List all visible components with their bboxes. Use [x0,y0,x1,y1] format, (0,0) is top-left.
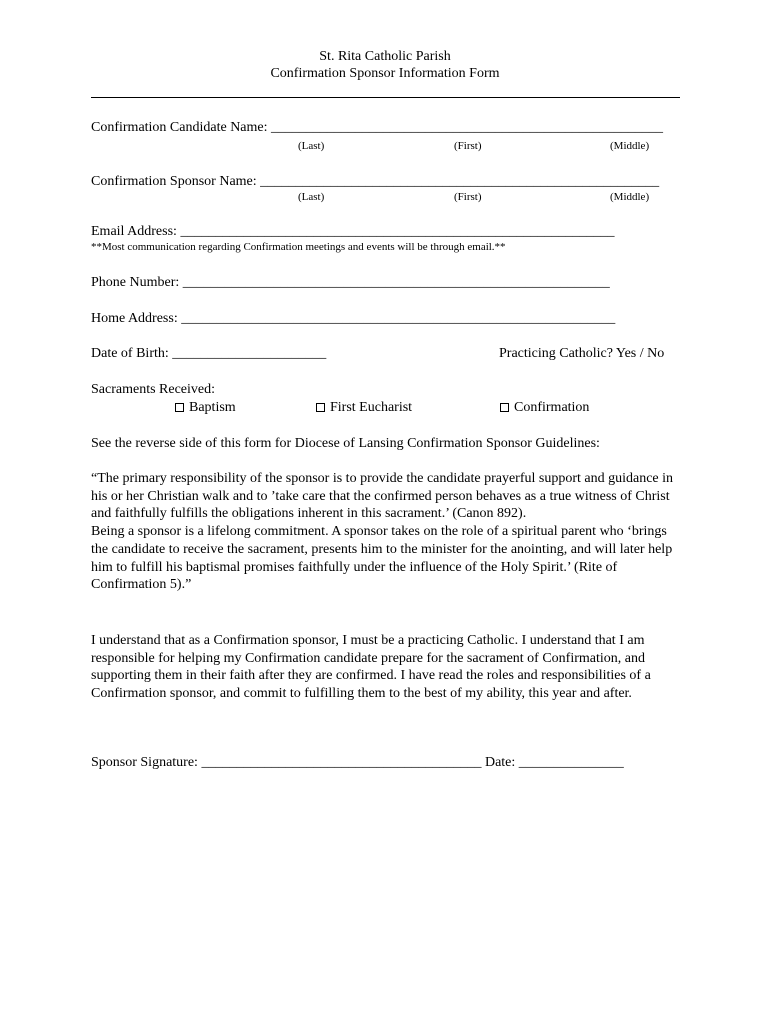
candidate-middle-caption: (Middle) [610,140,650,152]
email-field[interactable]: ______________________________________________________________ [180,224,615,239]
sponsor-middle-caption: (Middle) [610,191,650,203]
signature-field[interactable]: ________________________________________ [201,755,482,770]
baptism-checkbox[interactable] [175,403,184,412]
sponsor-name-row [91,173,659,190]
parish-name: St. Rita Catholic Parish [319,49,451,64]
sacrament-option-first-eucharist[interactable] [316,399,412,416]
dob-row [91,345,326,362]
candidate-first-caption: (First) [454,140,482,152]
reverse-side-note: See the reverse side of this form for Diocese of Lansing Confirmation Sponsor Guidelines: [91,436,600,451]
sponsor-last-caption: (Last) [298,191,325,203]
sacraments-label: Sacraments Received: [91,382,216,397]
candidate-name-row [91,119,663,136]
form-header [0,48,770,82]
date-field[interactable]: _______________ [518,755,624,770]
candidate-last-caption: (Last) [298,140,325,152]
commitment-text: I understand that as a Confirmation sponsor, I must be a practicing Catholic. I understand that I am responsible for helping my Confirmation candidate prepare for the sacrament of Confirmation, and supporting them in their faith after they are confirmed. I have read the roles and responsibilities of a Confirmation sponsor, and commit to fulfilling them to the best of my ability, this year and after. [91,633,651,702]
sponsor-first-caption: (First) [454,191,482,203]
confirmation-checkbox[interactable] [500,403,509,412]
email-label: Email Address: [91,224,177,239]
email-row [91,223,614,240]
commitment-paragraph [91,632,683,703]
quote-paragraph-2: Being a sponsor is a lifelong commitment. A sponsor takes on the role of a spiritual parent who ‘brings the candidate to receive the sacrament, presents him to the minister for the anointing, and will later help him to fulfill his baptismal promises faithfully under the influence of the Holy Spirit.’ (Rite of Confirmation 5).” [91,524,673,593]
email-note: **Most communication regarding Confirmation meetings and events will be through email.** [91,241,506,253]
signature-label: Sponsor Signature: [91,755,198,770]
sponsor-quote [91,470,683,594]
home-address-field[interactable]: ______________________________________________________________ [181,311,616,326]
date-label: Date: [484,755,516,770]
sponsor-name-label: Confirmation Sponsor Name: [91,174,257,189]
dob-label: Date of Birth: [91,346,169,361]
sacrament-option-confirmation[interactable] [500,399,589,416]
phone-row [91,274,610,291]
confirmation-label: Confirmation [514,400,590,415]
sponsor-name-field[interactable]: _________________________________________________________ [260,174,660,189]
signature-row [91,754,624,771]
candidate-name-field[interactable]: ________________________________________________________ [271,120,664,135]
phone-label: Phone Number: [91,275,180,290]
home-address-label: Home Address: [91,311,178,326]
form-title: Confirmation Sponsor Information Form [270,66,500,81]
sacrament-option-baptism[interactable] [175,399,236,416]
first-eucharist-label: First Eucharist [330,400,413,415]
dob-field[interactable]: ______________________ [172,346,327,361]
baptism-label: Baptism [189,400,236,415]
quote-paragraph-1: “The primary responsibility of the sponsor is to provide the candidate prayerful support and guidance in his or her Christian walk and to ’take care that the confirmed person behaves as a true witness of Christ and faithfully fulfills the obligations inherent in this sacrament.’ (Canon 892). [91,471,674,522]
first-eucharist-checkbox[interactable] [316,403,325,412]
header-divider [91,97,680,98]
candidate-name-label: Confirmation Candidate Name: [91,120,268,135]
phone-field[interactable]: _____________________________________________________________ [182,275,610,290]
practicing-catholic-question[interactable]: Practicing Catholic? Yes / No [499,346,665,361]
home-address-row [91,310,615,327]
